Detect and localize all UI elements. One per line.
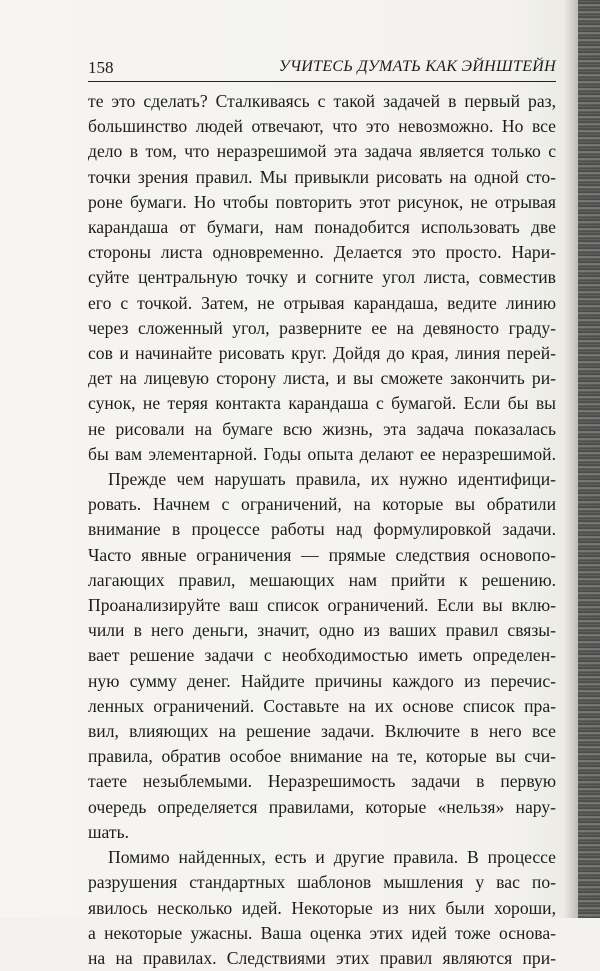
- text-line: правила, обратив особое внимание на те, которые вы счи-: [88, 746, 556, 767]
- text-line: сунок, не теряя контакта карандаша с бумагой. Если бы вы: [88, 393, 556, 414]
- text-line: роне бумаги. Но чтобы повторить этот рисунок, не отрывая: [88, 191, 556, 212]
- text-line: очередь определяется правилами, которые «нельзя» нару-: [88, 796, 556, 817]
- text-line: точки зрения правил. Мы привыкли рисовать на одной сто-: [88, 166, 556, 187]
- text-line: дело в том, что неразрешимой эта задача является только с: [88, 141, 556, 162]
- text-line: ровать. Начнем с ограничений, на которые вы обратили: [88, 494, 556, 515]
- text-line: карандаша от бумаги, нам понадобится использовать две: [88, 217, 556, 238]
- page-header: [88, 58, 556, 78]
- text-line: вает решение задачи с необходимостью иметь определен-: [88, 645, 556, 666]
- text-line: вил, влияющих на решение задачи. Включите в него все: [88, 721, 556, 742]
- text-line: таете незыблемыми. Неразрешимость задачи в первую: [88, 771, 556, 792]
- text-line: лагающих правил, мешающих нам прийти к решению.: [88, 569, 556, 590]
- text-line: те это сделать? Сталкиваясь с такой задачей в первый раз,: [88, 91, 556, 111]
- text-line: его с точкой. Затем, не отрывая карандаша, ведите линию: [88, 292, 556, 313]
- text-line: ную сумму денег. Найдите причины каждого из перечис-: [88, 670, 556, 691]
- text-line: Помимо найденных, есть и другие правила. В процессе: [108, 847, 556, 868]
- text-line: большинство людей отвечают, что это невозможно. Но все: [88, 116, 556, 137]
- text-line: не рисовали на бумаге всю жизнь, эта задача показалась: [88, 418, 556, 439]
- text-line: разрушения стандартных шаблонов мышления у вас по-: [88, 872, 556, 893]
- paragraph-3: [88, 845, 556, 971]
- running-title: УЧИТЕСЬ ДУМАТЬ КАК ЭЙНШТЕЙН: [278, 58, 556, 75]
- text-line: стороны листа одновременно. Делается это просто. Нари-: [88, 242, 556, 263]
- page-edge-shadow: [564, 0, 578, 918]
- text-line: дет на лицевую сторону листа, и вы сможете закончить ри-: [88, 368, 556, 389]
- header-rule: [88, 81, 556, 82]
- paragraph-1: [88, 89, 556, 467]
- paragraph-2: [88, 467, 556, 845]
- text-line: на на правилах. Следствиями этих правил являются при-: [88, 947, 556, 968]
- page-edge-binding: [578, 0, 600, 918]
- text-line: внимание в процессе работы над формулировкой задачи.: [88, 519, 556, 540]
- text-line: суйте центральную точку и согните угол листа, совместив: [88, 267, 556, 288]
- text-line: сов и начинайте рисовать круг. Дойдя до края, линия перей-: [88, 343, 556, 364]
- page-number: 158: [88, 58, 114, 77]
- text-line: Прежде чем нарушать правила, их нужно идентифици-: [108, 469, 556, 490]
- body-text: [88, 89, 556, 971]
- text-line: шать.: [88, 821, 130, 842]
- text-line: а некоторые ужасны. Ваша оценка этих идей тоже основа-: [88, 922, 556, 943]
- text-line: явилось несколько идей. Некоторые из них были хороши,: [88, 897, 556, 918]
- text-line: Часто явные ограничения — прямые следствия основопо-: [88, 544, 556, 565]
- text-line: бы вам элементарной. Годы опыта делают ее неразрешимой.: [88, 443, 556, 464]
- text-line: ленных ограничений. Составьте на их основе список пра-: [88, 695, 556, 716]
- text-line: через сложенный угол, разверните ее на девяносто граду-: [88, 317, 556, 338]
- text-line: Проанализируйте ваш список ограничений. Если вы вклю-: [88, 595, 556, 616]
- text-line: чили в него деньги, значит, одно из ваших правил связы-: [88, 620, 556, 641]
